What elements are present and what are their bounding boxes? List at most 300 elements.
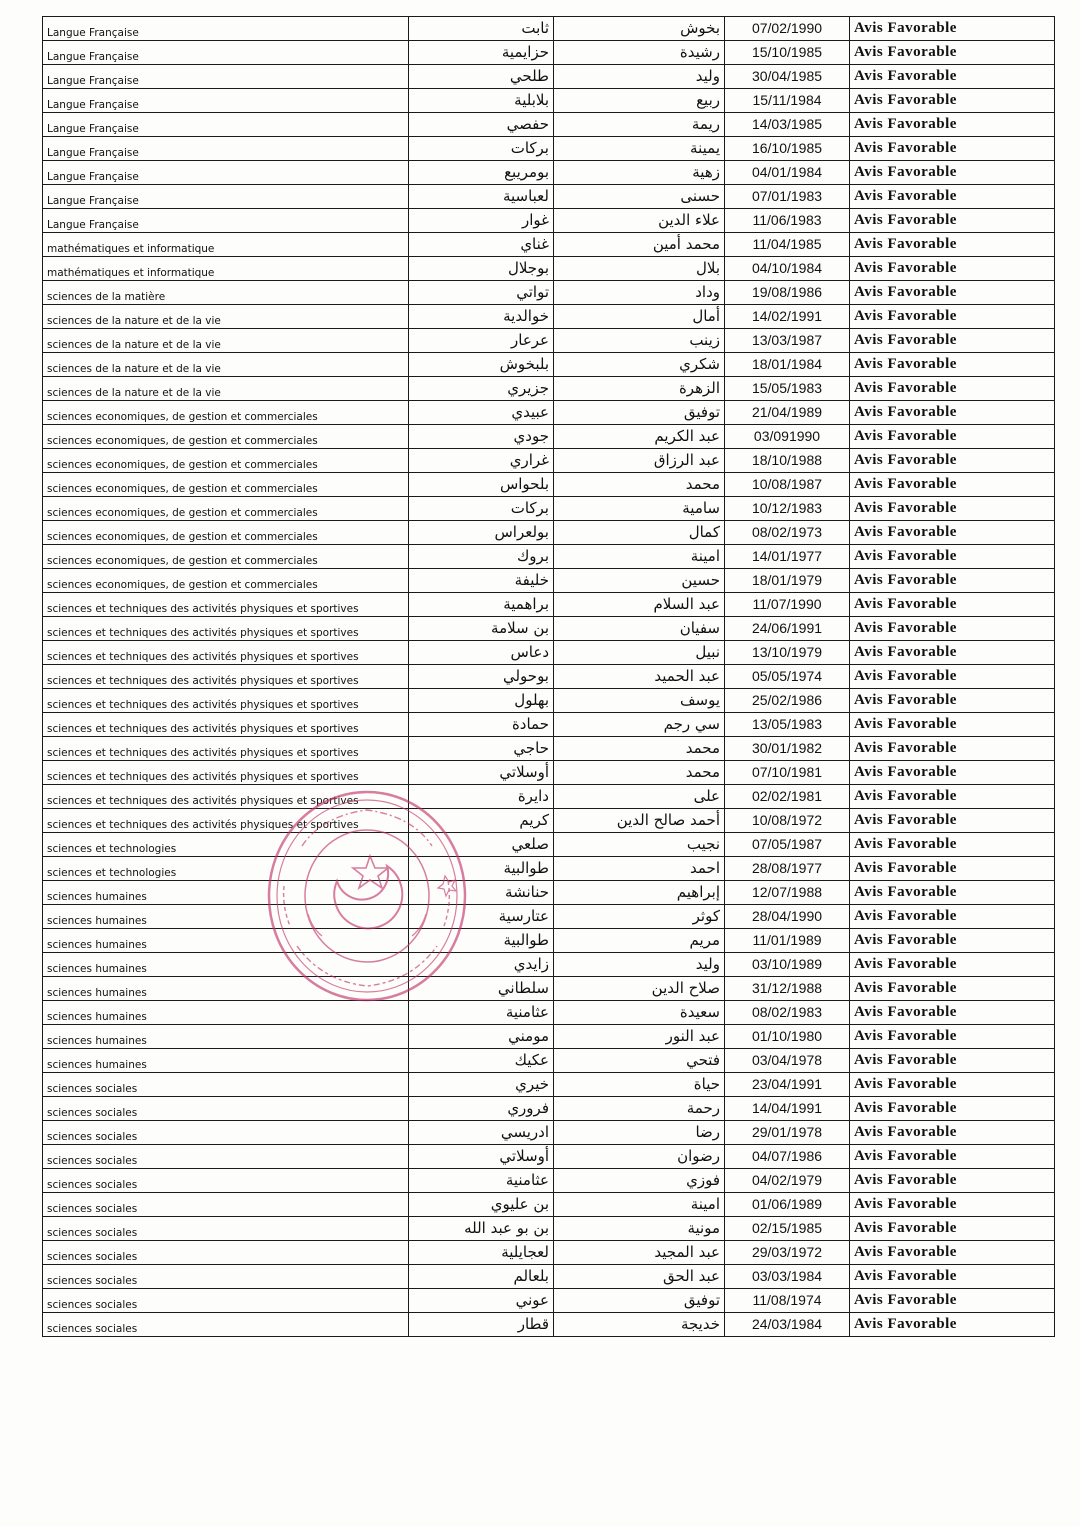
speciality-cell: Langue Française	[43, 161, 409, 185]
first-name-cell: وداد	[554, 281, 725, 305]
speciality-cell: sciences sociales	[43, 1313, 409, 1337]
table-row	[43, 113, 1055, 137]
table-row	[43, 65, 1055, 89]
decision-cell: Avis Favorable	[850, 497, 1055, 521]
first-name-cell: عبد المجيد	[554, 1241, 725, 1265]
decision-cell: Avis Favorable	[850, 1145, 1055, 1169]
speciality-cell: sciences economiques, de gestion et commerciales	[43, 569, 409, 593]
table-row	[43, 137, 1055, 161]
table-row	[43, 473, 1055, 497]
decision-cell: Avis Favorable	[850, 1217, 1055, 1241]
first-name-cell: خديجة	[554, 1313, 725, 1337]
decision-cell: Avis Favorable	[850, 473, 1055, 497]
first-name-cell: فوزي	[554, 1169, 725, 1193]
birth-date-cell: 07/01/1983	[725, 185, 850, 209]
first-name-cell: حسين	[554, 569, 725, 593]
birth-date-cell: 07/02/1990	[725, 17, 850, 41]
birth-date-cell: 03/03/1984	[725, 1265, 850, 1289]
last-name-cell: حفصي	[409, 113, 554, 137]
first-name-cell: زينب	[554, 329, 725, 353]
birth-date-cell: 24/06/1991	[725, 617, 850, 641]
table-row	[43, 17, 1055, 41]
last-name-cell: طلحي	[409, 65, 554, 89]
speciality-cell: sciences sociales	[43, 1217, 409, 1241]
birth-date-cell: 15/10/1985	[725, 41, 850, 65]
speciality-cell: sciences sociales	[43, 1241, 409, 1265]
candidates-table	[42, 16, 1055, 1337]
first-name-cell: سعيدة	[554, 1001, 725, 1025]
first-name-cell: زهية	[554, 161, 725, 185]
speciality-cell: sciences humaines	[43, 905, 409, 929]
birth-date-cell: 23/04/1991	[725, 1073, 850, 1097]
table-row	[43, 1241, 1055, 1265]
decision-cell: Avis Favorable	[850, 857, 1055, 881]
last-name-cell: عكيك	[409, 1049, 554, 1073]
last-name-cell: خيري	[409, 1073, 554, 1097]
speciality-cell: mathématiques et informatique	[43, 257, 409, 281]
first-name-cell: وليد	[554, 65, 725, 89]
first-name-cell: بخوش	[554, 17, 725, 41]
table-row	[43, 929, 1055, 953]
speciality-cell: Langue Française	[43, 41, 409, 65]
decision-cell: Avis Favorable	[850, 329, 1055, 353]
speciality-cell: sciences sociales	[43, 1073, 409, 1097]
first-name-cell: امينة	[554, 1193, 725, 1217]
birth-date-cell: 05/05/1974	[725, 665, 850, 689]
table-row	[43, 617, 1055, 641]
speciality-cell: mathématiques et informatique	[43, 233, 409, 257]
last-name-cell: دايرة	[409, 785, 554, 809]
first-name-cell: مريم	[554, 929, 725, 953]
last-name-cell: بوحولي	[409, 665, 554, 689]
birth-date-cell: 12/07/1988	[725, 881, 850, 905]
table-row	[43, 1313, 1055, 1337]
decision-cell: Avis Favorable	[850, 449, 1055, 473]
birth-date-cell: 30/01/1982	[725, 737, 850, 761]
speciality-cell: sciences sociales	[43, 1265, 409, 1289]
first-name-cell: فتحي	[554, 1049, 725, 1073]
decision-cell: Avis Favorable	[850, 185, 1055, 209]
last-name-cell: بلعالم	[409, 1265, 554, 1289]
last-name-cell: جودي	[409, 425, 554, 449]
table-row	[43, 449, 1055, 473]
table-row	[43, 857, 1055, 881]
decision-cell: Avis Favorable	[850, 1313, 1055, 1337]
birth-date-cell: 15/05/1983	[725, 377, 850, 401]
last-name-cell: فروري	[409, 1097, 554, 1121]
last-name-cell: عثامنية	[409, 1001, 554, 1025]
first-name-cell: امينة	[554, 545, 725, 569]
last-name-cell: مومني	[409, 1025, 554, 1049]
speciality-cell: sciences et techniques des activités physiques et sportives	[43, 737, 409, 761]
decision-cell: Avis Favorable	[850, 809, 1055, 833]
last-name-cell: حزايمية	[409, 41, 554, 65]
last-name-cell: بن بو عبد الله	[409, 1217, 554, 1241]
birth-date-cell: 02/15/1985	[725, 1217, 850, 1241]
speciality-cell: sciences economiques, de gestion et commerciales	[43, 521, 409, 545]
decision-cell: Avis Favorable	[850, 137, 1055, 161]
speciality-cell: sciences de la nature et de la vie	[43, 329, 409, 353]
birth-date-cell: 07/05/1987	[725, 833, 850, 857]
decision-cell: Avis Favorable	[850, 1049, 1055, 1073]
decision-cell: Avis Favorable	[850, 1025, 1055, 1049]
birth-date-cell: 14/02/1991	[725, 305, 850, 329]
speciality-cell: Langue Française	[43, 209, 409, 233]
last-name-cell: ثابت	[409, 17, 554, 41]
last-name-cell: جزيري	[409, 377, 554, 401]
first-name-cell: على	[554, 785, 725, 809]
speciality-cell: sciences et techniques des activités physiques et sportives	[43, 689, 409, 713]
last-name-cell: بركات	[409, 497, 554, 521]
last-name-cell: لعباسية	[409, 185, 554, 209]
last-name-cell: عثامنية	[409, 1169, 554, 1193]
last-name-cell: حاجي	[409, 737, 554, 761]
last-name-cell: أوسلاتي	[409, 1145, 554, 1169]
table-row	[43, 185, 1055, 209]
last-name-cell: غراري	[409, 449, 554, 473]
birth-date-cell: 28/04/1990	[725, 905, 850, 929]
first-name-cell: أحمد صالح الدين	[554, 809, 725, 833]
birth-date-cell: 01/10/1980	[725, 1025, 850, 1049]
speciality-cell: sciences et techniques des activités physiques et sportives	[43, 713, 409, 737]
decision-cell: Avis Favorable	[850, 929, 1055, 953]
speciality-cell: sciences sociales	[43, 1169, 409, 1193]
last-name-cell: بركات	[409, 137, 554, 161]
birth-date-cell: 13/05/1983	[725, 713, 850, 737]
table-row	[43, 737, 1055, 761]
first-name-cell: يوسف	[554, 689, 725, 713]
first-name-cell: يمينة	[554, 137, 725, 161]
last-name-cell: عبيدي	[409, 401, 554, 425]
last-name-cell: بلابلية	[409, 89, 554, 113]
decision-cell: Avis Favorable	[850, 425, 1055, 449]
table-row	[43, 641, 1055, 665]
first-name-cell: بلال	[554, 257, 725, 281]
last-name-cell: خوالدية	[409, 305, 554, 329]
speciality-cell: sciences de la nature et de la vie	[43, 353, 409, 377]
last-name-cell: عتارسية	[409, 905, 554, 929]
birth-date-cell: 04/01/1984	[725, 161, 850, 185]
speciality-cell: sciences sociales	[43, 1289, 409, 1313]
last-name-cell: بولعراس	[409, 521, 554, 545]
decision-cell: Avis Favorable	[850, 785, 1055, 809]
speciality-cell: Langue Française	[43, 113, 409, 137]
birth-date-cell: 28/08/1977	[725, 857, 850, 881]
speciality-cell: sciences humaines	[43, 881, 409, 905]
table-row	[43, 1001, 1055, 1025]
speciality-cell: sciences humaines	[43, 1049, 409, 1073]
last-name-cell: عوني	[409, 1289, 554, 1313]
birth-date-cell: 07/10/1981	[725, 761, 850, 785]
speciality-cell: Langue Française	[43, 65, 409, 89]
birth-date-cell: 01/06/1989	[725, 1193, 850, 1217]
table-row	[43, 1097, 1055, 1121]
first-name-cell: محمد	[554, 737, 725, 761]
table-row	[43, 233, 1055, 257]
last-name-cell: غناي	[409, 233, 554, 257]
candidates-table-body	[43, 17, 1055, 1337]
speciality-cell: sciences de la nature et de la vie	[43, 305, 409, 329]
last-name-cell: بن عليوي	[409, 1193, 554, 1217]
speciality-cell: sciences et techniques des activités physiques et sportives	[43, 641, 409, 665]
first-name-cell: حياة	[554, 1073, 725, 1097]
table-row	[43, 1073, 1055, 1097]
decision-cell: Avis Favorable	[850, 305, 1055, 329]
table-row	[43, 497, 1055, 521]
table-row	[43, 1169, 1055, 1193]
first-name-cell: الزهرة	[554, 377, 725, 401]
table-row	[43, 209, 1055, 233]
decision-cell: Avis Favorable	[850, 17, 1055, 41]
birth-date-cell: 11/06/1983	[725, 209, 850, 233]
birth-date-cell: 04/10/1984	[725, 257, 850, 281]
speciality-cell: sciences economiques, de gestion et commerciales	[43, 545, 409, 569]
first-name-cell: حسنى	[554, 185, 725, 209]
last-name-cell: دعاس	[409, 641, 554, 665]
last-name-cell: لعجايلية	[409, 1241, 554, 1265]
birth-date-cell: 04/02/1979	[725, 1169, 850, 1193]
first-name-cell: مونية	[554, 1217, 725, 1241]
birth-date-cell: 11/04/1985	[725, 233, 850, 257]
last-name-cell: سلطاني	[409, 977, 554, 1001]
speciality-cell: sciences economiques, de gestion et commerciales	[43, 401, 409, 425]
decision-cell: Avis Favorable	[850, 761, 1055, 785]
birth-date-cell: 10/08/1987	[725, 473, 850, 497]
last-name-cell: زايدي	[409, 953, 554, 977]
birth-date-cell: 30/04/1985	[725, 65, 850, 89]
speciality-cell: sciences et techniques des activités physiques et sportives	[43, 617, 409, 641]
last-name-cell: طوالبية	[409, 857, 554, 881]
first-name-cell: كمال	[554, 521, 725, 545]
decision-cell: Avis Favorable	[850, 1169, 1055, 1193]
speciality-cell: sciences de la matière	[43, 281, 409, 305]
table-row	[43, 1289, 1055, 1313]
decision-cell: Avis Favorable	[850, 377, 1055, 401]
birth-date-cell: 08/02/1983	[725, 1001, 850, 1025]
table-row	[43, 1145, 1055, 1169]
birth-date-cell: 02/02/1981	[725, 785, 850, 809]
speciality-cell: Langue Française	[43, 137, 409, 161]
speciality-cell: sciences humaines	[43, 1025, 409, 1049]
birth-date-cell: 25/02/1986	[725, 689, 850, 713]
birth-date-cell: 11/07/1990	[725, 593, 850, 617]
speciality-cell: Langue Française	[43, 185, 409, 209]
speciality-cell: sciences sociales	[43, 1145, 409, 1169]
first-name-cell: رشيدة	[554, 41, 725, 65]
decision-cell: Avis Favorable	[850, 905, 1055, 929]
first-name-cell: عبد الرزاق	[554, 449, 725, 473]
last-name-cell: بلبخوش	[409, 353, 554, 377]
table-row	[43, 1217, 1055, 1241]
decision-cell: Avis Favorable	[850, 545, 1055, 569]
first-name-cell: توفيق	[554, 401, 725, 425]
birth-date-cell: 14/04/1991	[725, 1097, 850, 1121]
last-name-cell: بومريبع	[409, 161, 554, 185]
table-row	[43, 761, 1055, 785]
decision-cell: Avis Favorable	[850, 617, 1055, 641]
speciality-cell: Langue Française	[43, 17, 409, 41]
birth-date-cell: 24/03/1984	[725, 1313, 850, 1337]
first-name-cell: عبد الحميد	[554, 665, 725, 689]
table-row	[43, 569, 1055, 593]
table-row	[43, 89, 1055, 113]
birth-date-cell: 08/02/1973	[725, 521, 850, 545]
first-name-cell: صلاح الدين	[554, 977, 725, 1001]
last-name-cell: بروك	[409, 545, 554, 569]
decision-cell: Avis Favorable	[850, 977, 1055, 1001]
speciality-cell: sciences et techniques des activités physiques et sportives	[43, 593, 409, 617]
table-row	[43, 257, 1055, 281]
first-name-cell: سامية	[554, 497, 725, 521]
speciality-cell: sciences de la nature et de la vie	[43, 377, 409, 401]
first-name-cell: رضا	[554, 1121, 725, 1145]
table-row	[43, 785, 1055, 809]
last-name-cell: قطار	[409, 1313, 554, 1337]
table-row	[43, 881, 1055, 905]
decision-cell: Avis Favorable	[850, 953, 1055, 977]
first-name-cell: كوثر	[554, 905, 725, 929]
table-row	[43, 161, 1055, 185]
table-row	[43, 521, 1055, 545]
first-name-cell: نبيل	[554, 641, 725, 665]
birth-date-cell: 03/04/1978	[725, 1049, 850, 1073]
birth-date-cell: 11/08/1974	[725, 1289, 850, 1313]
first-name-cell: رحمة	[554, 1097, 725, 1121]
decision-cell: Avis Favorable	[850, 1193, 1055, 1217]
decision-cell: Avis Favorable	[850, 161, 1055, 185]
birth-date-cell: 14/03/1985	[725, 113, 850, 137]
decision-cell: Avis Favorable	[850, 569, 1055, 593]
speciality-cell: sciences economiques, de gestion et commerciales	[43, 425, 409, 449]
table-row	[43, 809, 1055, 833]
table-row	[43, 689, 1055, 713]
last-name-cell: خليفة	[409, 569, 554, 593]
birth-date-cell: 16/10/1985	[725, 137, 850, 161]
decision-cell: Avis Favorable	[850, 89, 1055, 113]
last-name-cell: تواتي	[409, 281, 554, 305]
decision-cell: Avis Favorable	[850, 593, 1055, 617]
table-row	[43, 665, 1055, 689]
speciality-cell: sciences humaines	[43, 1001, 409, 1025]
first-name-cell: ريمة	[554, 113, 725, 137]
speciality-cell: sciences humaines	[43, 929, 409, 953]
birth-date-cell: 13/03/1987	[725, 329, 850, 353]
birth-date-cell: 18/01/1984	[725, 353, 850, 377]
last-name-cell: صلعي	[409, 833, 554, 857]
speciality-cell: sciences et techniques des activités physiques et sportives	[43, 665, 409, 689]
first-name-cell: سفيان	[554, 617, 725, 641]
last-name-cell: كريم	[409, 809, 554, 833]
speciality-cell: sciences economiques, de gestion et commerciales	[43, 473, 409, 497]
table-row	[43, 713, 1055, 737]
decision-cell: Avis Favorable	[850, 257, 1055, 281]
last-name-cell: حنانشة	[409, 881, 554, 905]
last-name-cell: بلحواس	[409, 473, 554, 497]
speciality-cell: sciences sociales	[43, 1121, 409, 1145]
birth-date-cell: 19/08/1986	[725, 281, 850, 305]
first-name-cell: أمال	[554, 305, 725, 329]
speciality-cell: sciences humaines	[43, 977, 409, 1001]
decision-cell: Avis Favorable	[850, 233, 1055, 257]
first-name-cell: علاء الدين	[554, 209, 725, 233]
birth-date-cell: 29/01/1978	[725, 1121, 850, 1145]
last-name-cell: عرعار	[409, 329, 554, 353]
table-row	[43, 377, 1055, 401]
decision-cell: Avis Favorable	[850, 1073, 1055, 1097]
table-row	[43, 305, 1055, 329]
decision-cell: Avis Favorable	[850, 881, 1055, 905]
birth-date-cell: 15/11/1984	[725, 89, 850, 113]
birth-date-cell: 04/07/1986	[725, 1145, 850, 1169]
decision-cell: Avis Favorable	[850, 1241, 1055, 1265]
table-row	[43, 353, 1055, 377]
table-row	[43, 953, 1055, 977]
decision-cell: Avis Favorable	[850, 689, 1055, 713]
first-name-cell: رضوان	[554, 1145, 725, 1169]
birth-date-cell: 18/01/1979	[725, 569, 850, 593]
last-name-cell: براهمية	[409, 593, 554, 617]
speciality-cell: sciences et technologies	[43, 857, 409, 881]
speciality-cell: sciences et techniques des activités physiques et sportives	[43, 809, 409, 833]
decision-cell: Avis Favorable	[850, 521, 1055, 545]
decision-cell: Avis Favorable	[850, 737, 1055, 761]
table-row	[43, 545, 1055, 569]
birth-date-cell: 21/04/1989	[725, 401, 850, 425]
table-row	[43, 425, 1055, 449]
table-row	[43, 1049, 1055, 1073]
table-row	[43, 281, 1055, 305]
birth-date-cell: 03/091990	[725, 425, 850, 449]
first-name-cell: نجيب	[554, 833, 725, 857]
table-row	[43, 401, 1055, 425]
last-name-cell: أوسلاتي	[409, 761, 554, 785]
last-name-cell: حمادة	[409, 713, 554, 737]
first-name-cell: عبد الكريم	[554, 425, 725, 449]
decision-cell: Avis Favorable	[850, 1001, 1055, 1025]
first-name-cell: محمد	[554, 473, 725, 497]
last-name-cell: بن سلامة	[409, 617, 554, 641]
last-name-cell: طوالبية	[409, 929, 554, 953]
speciality-cell: sciences economiques, de gestion et commerciales	[43, 497, 409, 521]
speciality-cell: Langue Française	[43, 89, 409, 113]
decision-cell: Avis Favorable	[850, 1097, 1055, 1121]
speciality-cell: sciences humaines	[43, 953, 409, 977]
decision-cell: Avis Favorable	[850, 113, 1055, 137]
first-name-cell: عبد السلام	[554, 593, 725, 617]
table-row	[43, 329, 1055, 353]
last-name-cell: بوجلال	[409, 257, 554, 281]
birth-date-cell: 18/10/1988	[725, 449, 850, 473]
table-row	[43, 1025, 1055, 1049]
decision-cell: Avis Favorable	[850, 65, 1055, 89]
table-row	[43, 41, 1055, 65]
first-name-cell: سي رجم	[554, 713, 725, 737]
table-row	[43, 833, 1055, 857]
first-name-cell: عبد الحق	[554, 1265, 725, 1289]
decision-cell: Avis Favorable	[850, 713, 1055, 737]
first-name-cell: وليد	[554, 953, 725, 977]
birth-date-cell: 14/01/1977	[725, 545, 850, 569]
first-name-cell: محمد	[554, 761, 725, 785]
birth-date-cell: 13/10/1979	[725, 641, 850, 665]
table-row	[43, 977, 1055, 1001]
decision-cell: Avis Favorable	[850, 1121, 1055, 1145]
first-name-cell: توفيق	[554, 1289, 725, 1313]
first-name-cell: عبد النور	[554, 1025, 725, 1049]
first-name-cell: شكري	[554, 353, 725, 377]
birth-date-cell: 29/03/1972	[725, 1241, 850, 1265]
birth-date-cell: 31/12/1988	[725, 977, 850, 1001]
